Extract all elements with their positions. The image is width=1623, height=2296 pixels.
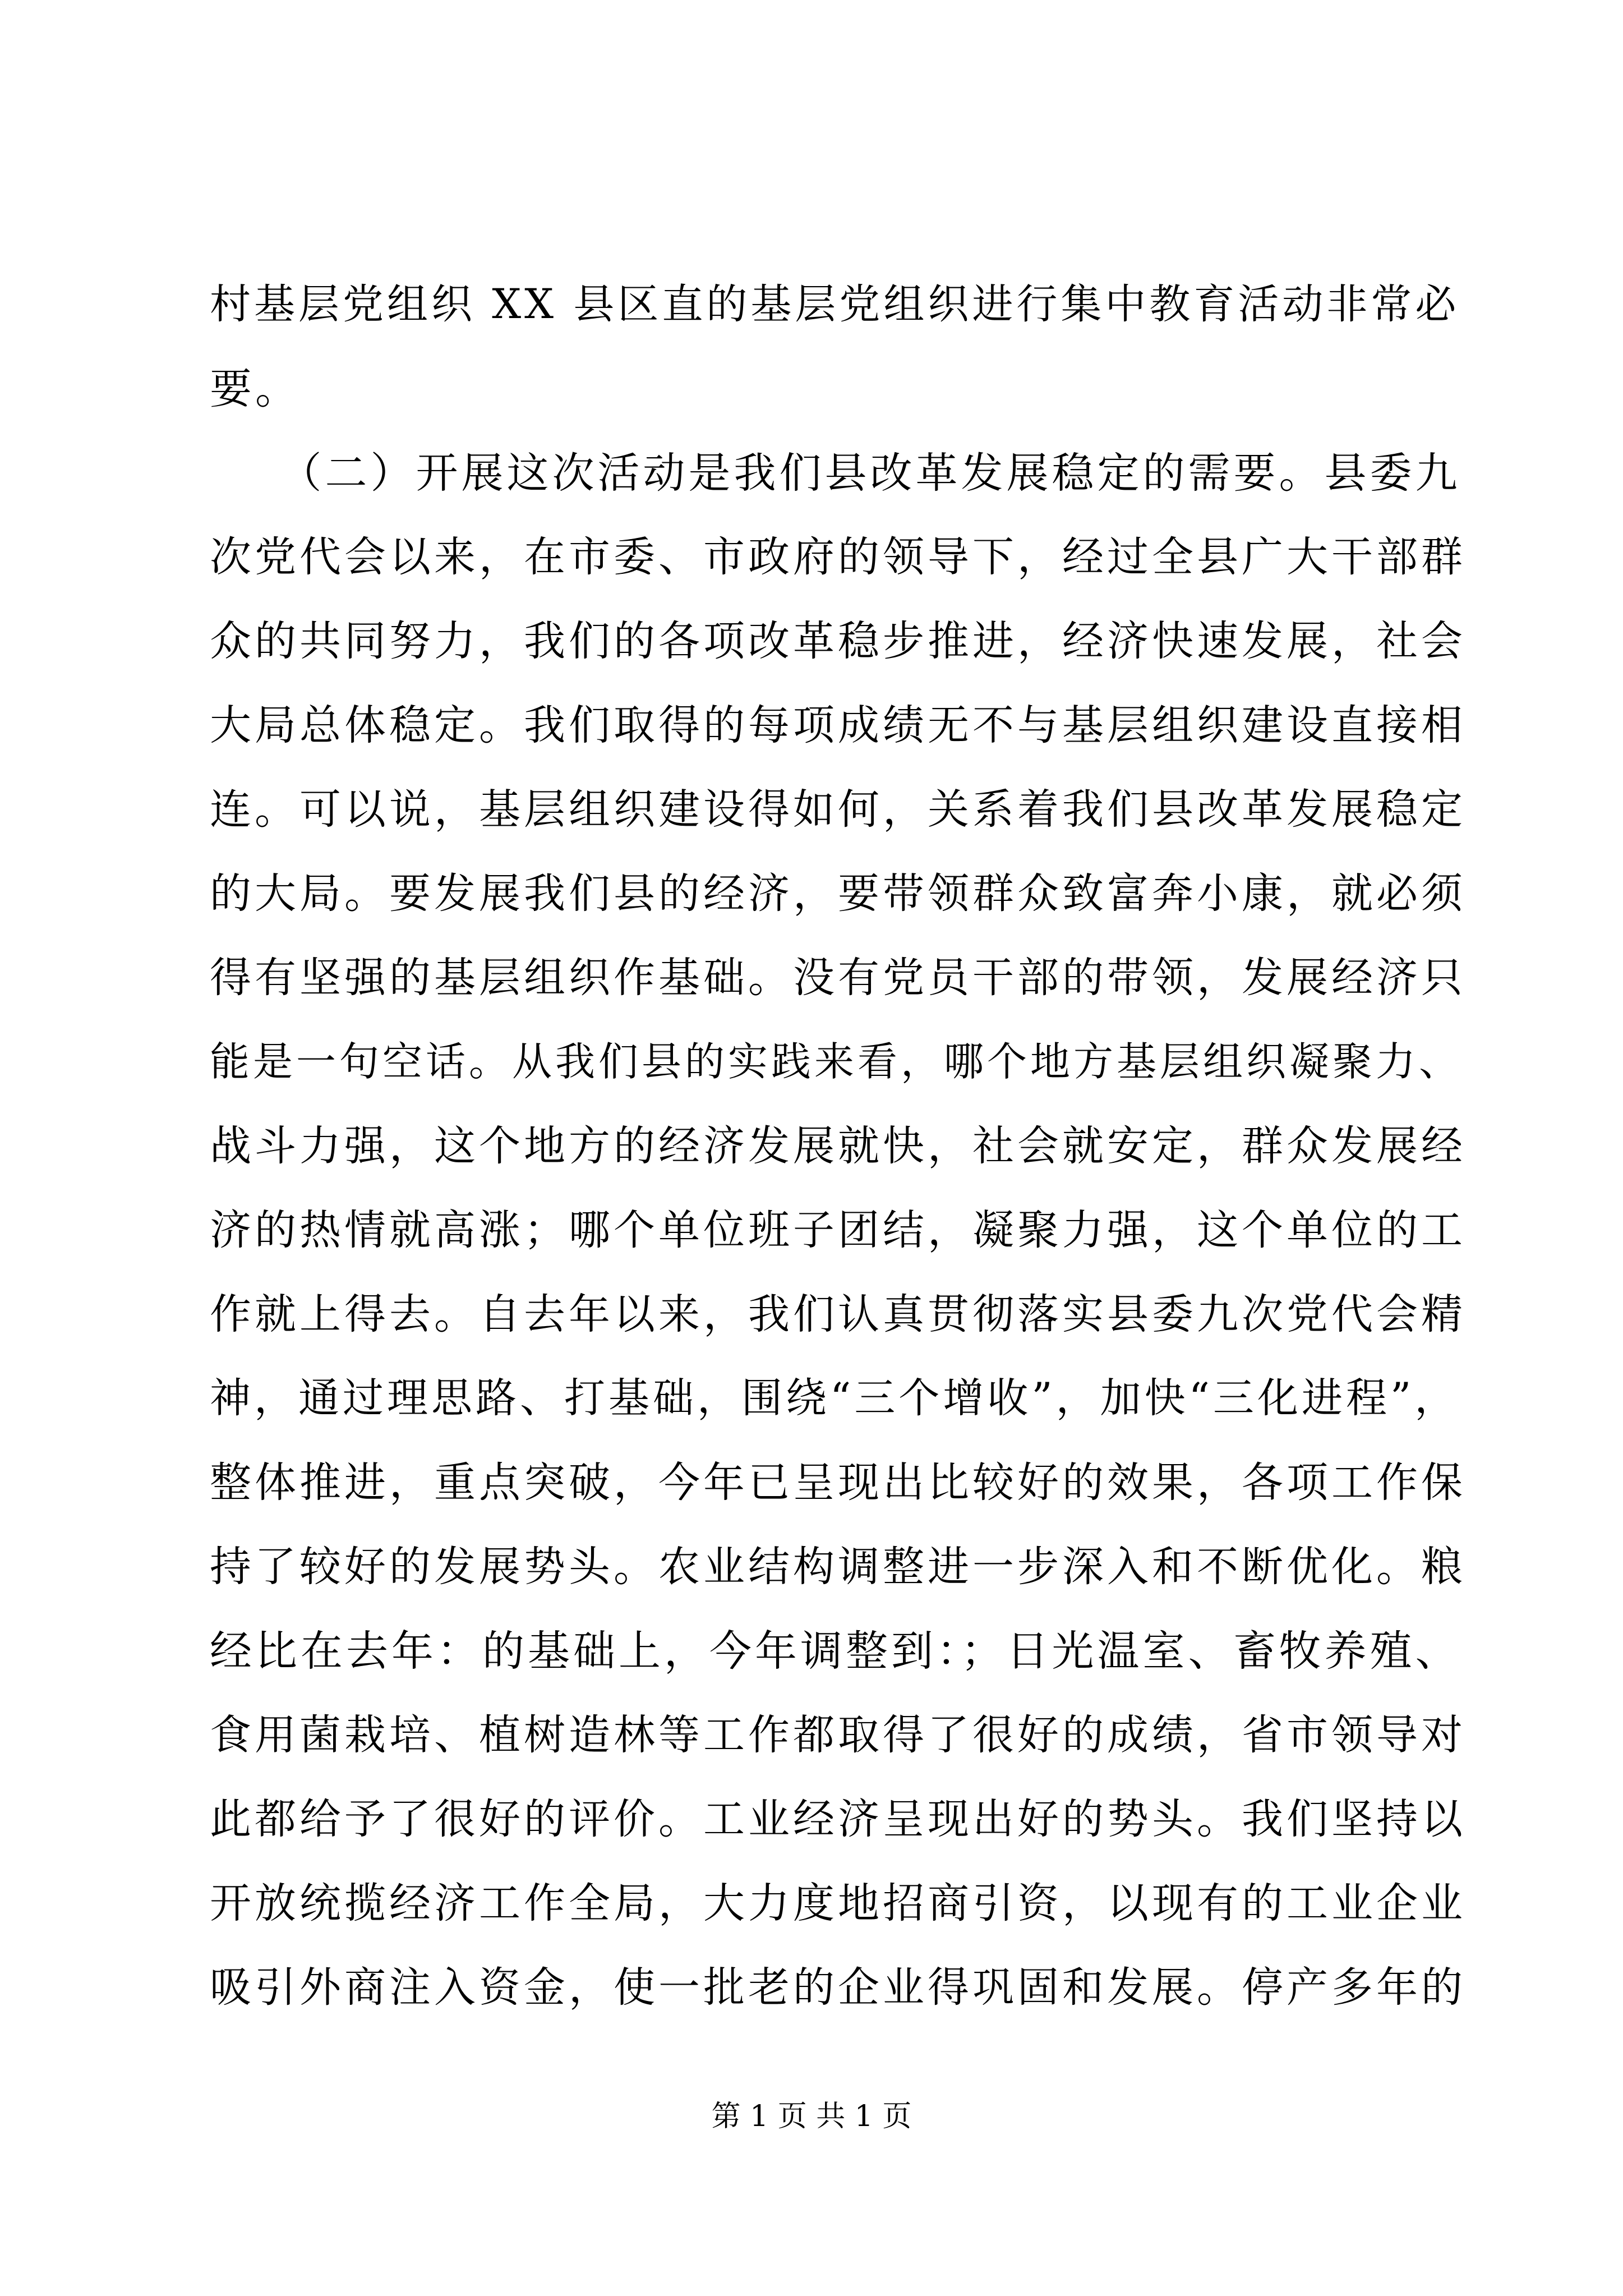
text-line: （二）开展这次活动是我们县改革发展稳定的需要。县委九 bbox=[210, 448, 1461, 498]
text-line: 吸引外商注入资金，使一批老的企业得巩固和发展。停产多年的 bbox=[210, 1963, 1466, 2012]
text-line: 战斗力强，这个地方的经济发展就快，社会就安定，群众发展经 bbox=[210, 1122, 1466, 1170]
text-line: 众的共同努力，我们的各项改革稳步推进，经济快速发展，社会 bbox=[210, 617, 1466, 665]
text-line: 持了较好的发展势头。农业结构调整进一步深入和不断优化。粮 bbox=[210, 1543, 1466, 1591]
text-line: 村基层党组织 XX 县区直的基层党组织进行集中教育活动非常必 bbox=[210, 280, 1460, 328]
text-line: 作就上得去。自去年以来，我们认真贯彻落实县委九次党代会精 bbox=[210, 1290, 1466, 1338]
text-line: 济的热情就高涨；哪个单位班子团结，凝聚力强，这个单位的工 bbox=[210, 1206, 1466, 1254]
text-line: 连。可以说，基层组织建设得如何，关系着我们县改革发展稳定 bbox=[210, 785, 1466, 834]
text-line: 的大局。要发展我们县的经济，要带领群众致富奔小康，就必须 bbox=[210, 869, 1466, 918]
body-text bbox=[210, 263, 1466, 2030]
text-line: 此都给予了很好的评价。工业经济呈现出好的势头。我们坚持以 bbox=[210, 1795, 1466, 1843]
text-line: 得有坚强的基层组织作基础。没有党员干部的带领，发展经济只 bbox=[210, 954, 1466, 1002]
text-line: 次党代会以来，在市委、市政府的领导下，经过全县广大干部群 bbox=[210, 533, 1466, 581]
text-line: 经比在去年：的基础上，今年调整到：；日光温室、畜牧养殖、 bbox=[210, 1626, 1461, 1676]
text-line: 大局总体稳定。我们取得的每项成绩无不与基层组织建设直接相 bbox=[210, 701, 1466, 749]
text-line: 神，通过理思路、打基础，围绕“三个增收”，加快“三化进程”， bbox=[210, 1374, 1459, 1422]
text-line: 要。 bbox=[210, 364, 301, 413]
text-line: 整体推进，重点突破，今年已呈现出比较好的效果，各项工作保 bbox=[210, 1458, 1466, 1507]
text-line: 食用菌栽培、植树造林等工作都取得了很好的成绩，省市领导对 bbox=[210, 1711, 1466, 1759]
text-line: 能是一句空话。从我们县的实践来看，哪个地方基层组织凝聚力、 bbox=[210, 1038, 1463, 1085]
page-footer: 第 1 页 共 1 页 bbox=[711, 2100, 912, 2133]
text-line: 开放统揽经济工作全局，大力度地招商引资，以现有的工业企业 bbox=[210, 1879, 1466, 1927]
